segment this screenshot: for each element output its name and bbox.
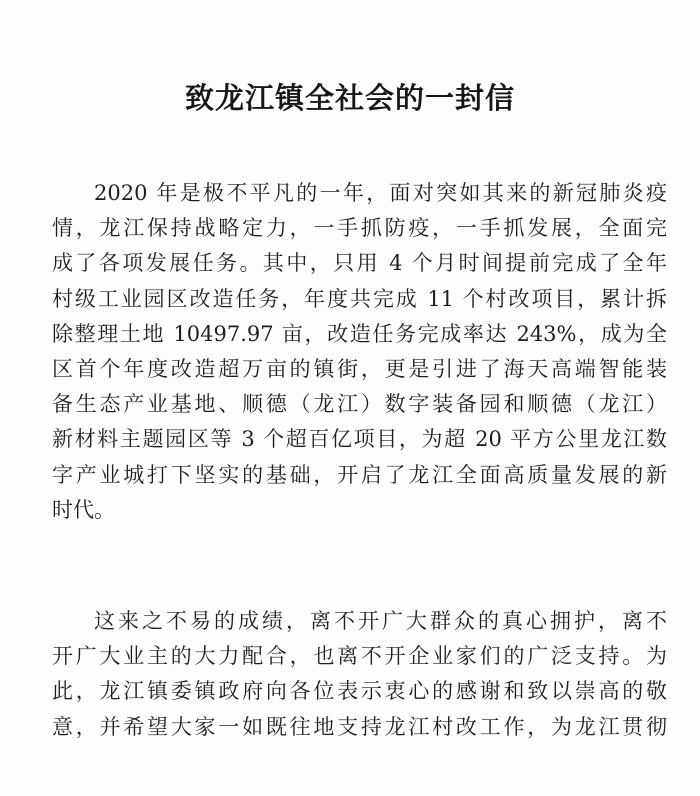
paragraph-2-line: 这来之不易的成绩，离不开广大群众的真心拥护，离不 xyxy=(94,609,667,633)
paragraph-1-line: 新材料主题园区等 3 个超百亿项目，为超 20 平方公里龙江数 xyxy=(52,427,667,452)
paragraph-1-line: 时代。 xyxy=(52,497,115,522)
document-title: 致龙江镇全社会的一封信 xyxy=(184,81,515,115)
paragraph-1-line: 2020 年是极不平凡的一年，面对突如其来的新冠肺炎疫 xyxy=(94,181,667,205)
paragraph-1 xyxy=(52,176,667,528)
paragraph-1-line: 情，龙江保持战略定力，一手抓防疫，一手抓发展，全面完 xyxy=(52,216,667,241)
paragraph-2 xyxy=(52,604,667,745)
paragraph-1-line: 备生态产业基地、顺德（龙江）数字装备园和顺德（龙江） xyxy=(52,392,667,417)
paragraph-1-line: 区首个年度改造超万亩的镇街，更是引进了海天高端智能装 xyxy=(52,357,667,382)
paragraph-2-line: 开广大业主的大力配合，也离不开企业家们的广泛支持。为 xyxy=(52,644,667,669)
paragraph-1-line: 成了各项发展任务。其中，只用 4 个月时间提前完成了全年 xyxy=(52,251,667,276)
paragraph-1-line: 除整理土地 10497.97 亩，改造任务完成率达 243%，成为全 xyxy=(52,321,667,346)
paragraph-1-line: 村级工业园区改造任务，年度共完成 11 个村改项目，累计拆 xyxy=(52,286,667,311)
paragraph-2-line: 意，并希望大家一如既往地支持龙江村改工作，为龙江贯彻 xyxy=(52,714,667,739)
paragraph-2-line: 此，龙江镇委镇政府向各位表示衷心的感谢和致以崇高的敬 xyxy=(52,679,667,704)
paragraph-1-line: 字产业城打下坚实的基础，开启了龙江全面高质量发展的新 xyxy=(52,462,667,487)
